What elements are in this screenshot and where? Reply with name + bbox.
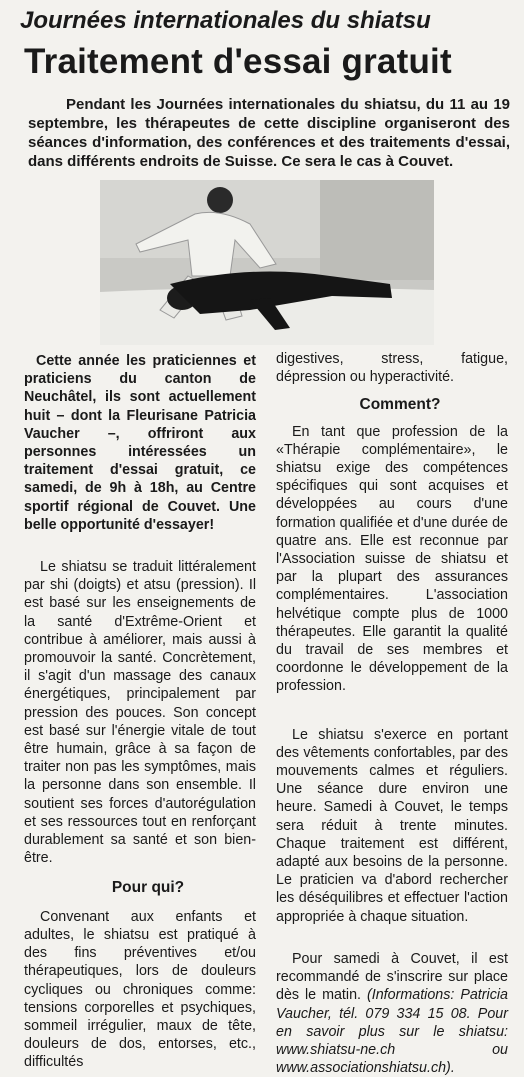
heading-pour-qui: Pour qui? — [111, 879, 185, 897]
paragraph-seance: Le shiatsu s'exerce en portant des vêtements confortables, par des mouvements calmes et réguliers. Une séance dure environ une heure. Samedi à Couvet, le temps sera réduit à trente minutes. Chaque traitement est différent, adapté aux besoins de la personne. Le praticien va d'abord rechercher les déséquilibres et effectuer l'action appropriée à chaque situation. — [276, 726, 508, 925]
intro-paragraph — [24, 352, 256, 534]
heading-comment: Comment? — [359, 396, 441, 414]
inscription-text: Pour samedi à Couvet, il est recommandé de s'inscrire sur place dès le matin. — [276, 950, 508, 1004]
column-left — [24, 352, 256, 1072]
shiatsu-treatment-image — [100, 180, 434, 345]
article-lead: Pendant les Journées internationales du shiatsu, du 11 au 19 septembre, les thérapeutes de cette discipline organiseront des séances d'information, des conférences et des traitements d'essai, dans différents endroits de Suisse. Ce sera le cas à Couvet. — [28, 96, 510, 170]
article-kicker: Journées internationales du shiatsu — [20, 7, 431, 34]
column-right — [276, 350, 508, 1077]
paragraph-definition: Le shiatsu se traduit littéralement par shi (doigts) et atsu (pression). Il est basé sur les enseignements de la santé d'Extrême-Orient et contribue à améliorer, mais aussi à promouvoir la santé. Concrètement, il s'agit d'un massage des canaux énergétiques, principalement par pression des pouces. Son concept est basé sur l'énergie vitale de tout être humain, grâce à sa façon de traiter non pas les symptômes, mais la personne dans son ensemble. Il soutient ses forces d'autorégulation et ses ressources tout en renforçant durablement sa santé et son bien-être. — [24, 559, 256, 867]
intro-text: Cette année les praticiennes et praticiens du canton de Neuchâtel, ils sont actuellement huit – dont la Fleurisane Patricia Vaucher –, offriront aux personnes intéressées un traitement d'essai gratuit, ce samedi, de 9h à 18h, au Centre sportif régional de Couvet. Une belle opportunité d'essayer! — [24, 353, 256, 533]
article-title: Traitement d'essai gratuit — [24, 42, 452, 81]
paragraph-profession: En tant que profession de la «Thérapie complémentaire», le shiatsu exige des compétences spécifiques qui sont acquises et développées au cours d'une formation qualifiée et d'une durée de quatre ans. Elle est reconnue par l'Association suisse de shiatsu et par la plupart des assurances complémentaires. L'association helvétique compte plus de 1000 thérapeutes. Elle garantit la qualité du travail de ses membres et coordonne le développement de la profession. — [276, 423, 508, 695]
paragraph-pour-qui-cont: digestives, stress, fatigue, dépression ou hyperactivité. — [276, 351, 508, 386]
paragraph-pour-qui: Convenant aux enfants et adultes, le shiatsu est pratiqué à des fins préventives et/ou thérapeutiques, lors de douleurs cycliques ou chroniques comme: tensions corporelles et psychiques, sommeil irrégulier, maux de tête, douleurs de dos, entorses, etc., difficultés — [24, 908, 256, 1071]
contact-info: (Informations: Patricia Vaucher, tél. 079 334 15 08. Pour en savoir plus sur le shiatsu: www.shiatsu-ne.ch ou www.associationshiatsu.ch). — [276, 987, 508, 1077]
paragraph-inscription — [276, 950, 508, 1077]
shiatsu-photo — [100, 180, 434, 345]
